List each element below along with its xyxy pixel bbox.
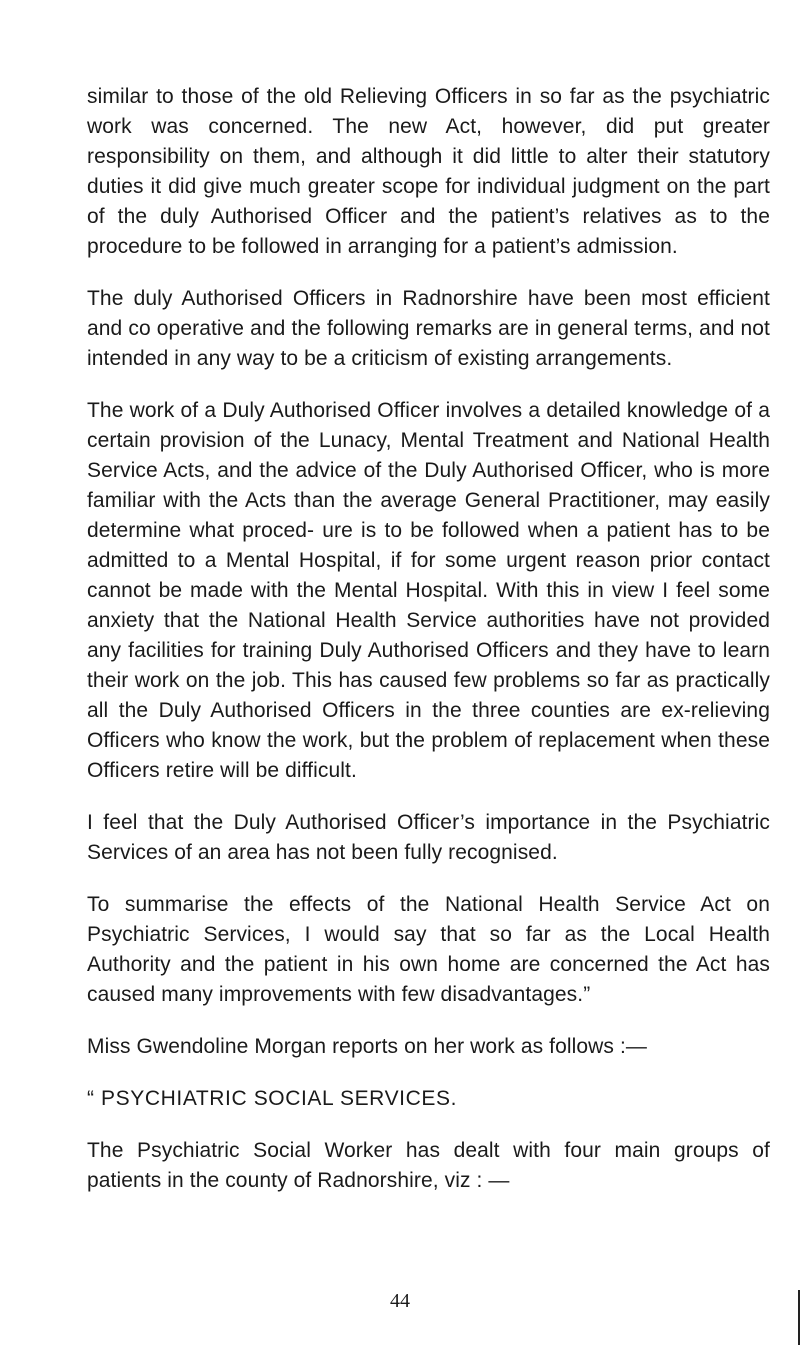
paragraph-officer-work: The work of a Duly Authorised Officer involves a detailed knowledge of a certain provision of the Lunacy, Mental Treatment and National Health Service Acts, and the advice of the Duly Authorised Officer, who is more familiar with the Acts than the average General Practitioner, may easily determine what proced- ure is to be followed when a patient has to be admitted to a Mental Hospital, if for some urgent reason prior contact cannot be made with the Mental Hospital. With this in view I feel some anxiety that the National Health Service authorities have not provided any facilities for training Duly Authorised Officers and they have to learn their work on the job. This has caused few problems so far as practically all the Duly Authorised Officers in the three counties are ex-relieving Officers who know the work, but the problem of replacement when these Officers retire will be difficult.: [87, 399, 770, 782]
paragraph-morgan-report: Miss Gwendoline Morgan reports on her work as follows :—: [87, 1035, 647, 1058]
page-number: 44: [390, 1290, 410, 1312]
page-body: [87, 82, 770, 1218]
section-heading: “ PSYCHIATRIC SOCIAL SERVICES.: [87, 1087, 458, 1110]
paragraph-patient-groups: The Psychiatric Social Worker has dealt with four main groups of patients in the county of Radnorshire, viz : —: [87, 1139, 770, 1192]
paragraph-importance: I feel that the Duly Authorised Officer’s importance in the Psychiatric Services of an area has not been fully recognised.: [87, 811, 770, 864]
paragraph-relieving-officers: similar to those of the old Relieving Officers in so far as the psychiatric work was concerned. The new Act, however, did put greater responsibility on them, and although it did little to alter their statutory duties it did give much greater scope for individual judgment on the part of the duly Authorised Officer and the patient’s relatives as to the procedure to be followed in arranging for a patient’s admission.: [87, 85, 770, 258]
paragraph-summary: To summarise the effects of the National Health Service Act on Psychiatric Services, I would say that so far as the Local Health Authority and the patient in his own home are concerned the Act has caused many improvements with few disadvantages.”: [87, 893, 770, 1006]
paragraph-radnorshire-officers: The duly Authorised Officers in Radnorshire have been most efficient and co operative and the following remarks are in general terms, and not intended in any way to be a criticism of existing arrangements.: [87, 287, 770, 370]
